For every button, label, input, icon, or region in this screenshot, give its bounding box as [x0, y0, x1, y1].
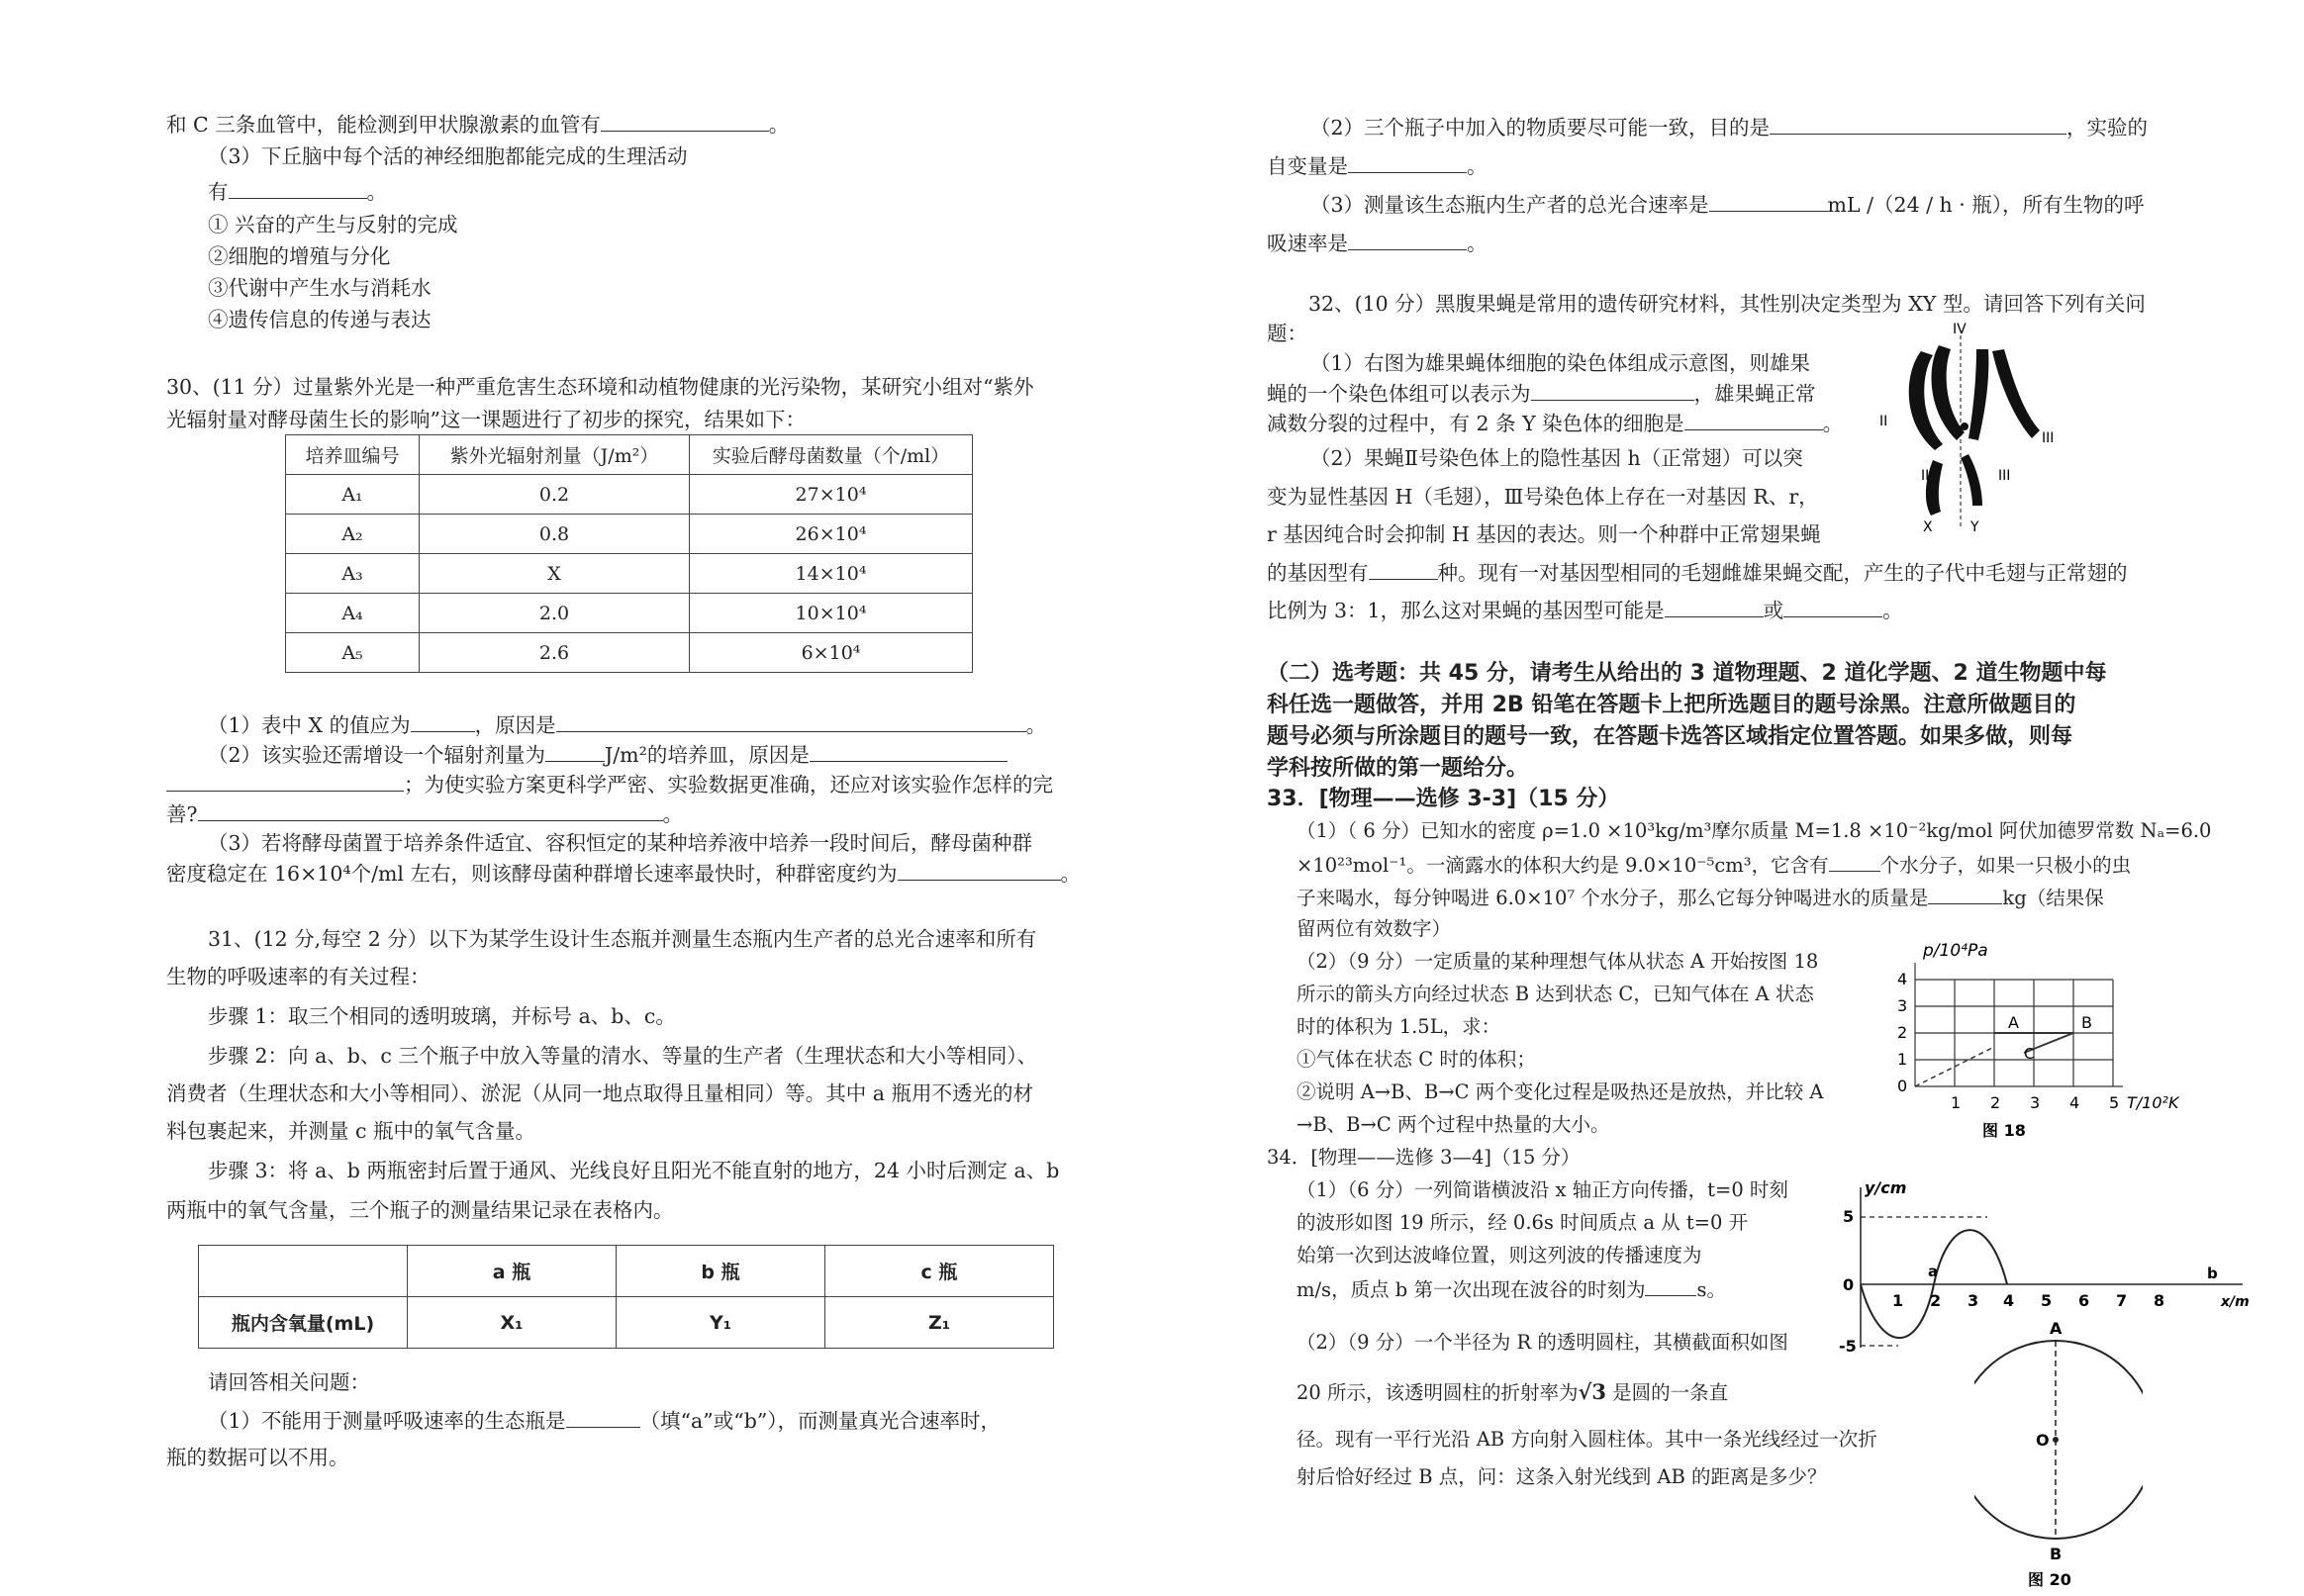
q31-step2a: 步骤 2：向 a、b、c 三个瓶子中放入等量的清水、等量的生产者（生理状态和大小等相同）、 — [208, 1044, 1038, 1068]
answer-blank[interactable] — [1684, 408, 1823, 430]
q32-part2e: 比例为 3：1，那么这对果蝇的基因型可能是 或 。 — [1267, 595, 1903, 625]
table-header — [199, 1246, 408, 1297]
q33-part2b: 所示的箭头方向经过状态 B 达到状态 C，已知气体在 A 状态 — [1296, 983, 1814, 1005]
table-cell: 0.8 — [420, 515, 690, 554]
answer-blank[interactable] — [1348, 150, 1467, 173]
option-1: ① 兴奋的产生与反射的完成 — [208, 213, 458, 236]
table-cell: 6×10⁴ — [690, 633, 973, 673]
y-tick: 4 — [1897, 970, 1908, 988]
table-row — [199, 1297, 1054, 1349]
table-header: 实验后酵母菌数量（个/ml） — [690, 435, 973, 475]
point-a: A — [2008, 1013, 2019, 1032]
x-tick: 3 — [2030, 1093, 2041, 1112]
label-iii: III — [2042, 430, 2055, 446]
table-cell: X₁ — [408, 1297, 617, 1349]
point-c: C — [2024, 1045, 2035, 1063]
chromosome-y — [1961, 454, 1982, 506]
table-cell: 2.0 — [420, 594, 690, 633]
label-iii-2: III — [1998, 468, 2011, 484]
table-cell: Z₁ — [825, 1297, 1054, 1349]
table-cell: A₁ — [286, 475, 420, 515]
answer-blank[interactable] — [1709, 189, 1828, 212]
q31-step3a: 步骤 3：将 a、b 两瓶密封后置于通风、光线良好且阳光不能直射的地方，24 小时后测定 a、b — [208, 1159, 1060, 1182]
answer-blank[interactable] — [545, 739, 605, 762]
q29-part3b: 有 。 — [208, 176, 387, 207]
answer-blank[interactable] — [198, 798, 663, 821]
label-y: Y — [1970, 519, 1979, 534]
q30-part2: （2）该实验还需增设一个辐射剂量为 J/m²的培养皿，原因是 — [208, 739, 1008, 770]
section-2-line1: （二）选考题：共 45 分，请考生从给出的 3 道物理题、2 道化学题、2 道生物题中每 — [1267, 661, 2107, 686]
answer-blank[interactable] — [1348, 228, 1467, 250]
q32-part1c: 减数分裂的过程中，有 2 条 Y 染色体的细胞是 。 — [1267, 408, 1843, 438]
table-cell: A₄ — [286, 594, 420, 633]
x-tick: 1 — [1892, 1291, 1904, 1310]
q34-part1c: 始第一次到达波峰位置，则这列波的传播速度为 — [1296, 1244, 1702, 1267]
x-tick: 4 — [2069, 1093, 2080, 1112]
q33-part2c: 时的体积为 1.5L，求： — [1296, 1015, 1501, 1038]
q33-part2a: （2）（9 分）一定质量的某种理想气体从状态 A 开始按图 18 — [1296, 950, 1819, 973]
point-b-bottom: B — [2050, 1545, 2063, 1563]
option-3: ③代谢中产生水与消耗水 — [208, 276, 432, 300]
q32-part2c: r 基因纯合时会抑制 H 基因的表达。则一个种群中正常翅果蝇 — [1267, 522, 1821, 546]
table-cell: A₃ — [286, 554, 420, 594]
answer-blank[interactable] — [810, 739, 1008, 762]
q34-part1d: m/s，质点 b 第一次出现在波谷的时刻为 s。 — [1296, 1273, 1726, 1305]
label-ii-2: II — [1921, 468, 1930, 484]
q32-part2a: （2）果蝇Ⅱ号染色体上的隐性基因 h（正常翅）可以突 — [1310, 446, 1803, 470]
q29-part3: （3）下丘脑中每个活的神经细胞都能完成的生理活动 — [208, 144, 688, 168]
q32-part1a: （1）右图为雄果蝇体细胞的染色体组成示意图，则雄果 — [1310, 351, 1811, 375]
q33-part2d: ①气体在状态 C 时的体积； — [1296, 1048, 1536, 1071]
q34-part1b: 的波形如图 19 所示，经 0.6s 时间质点 a 从 t=0 开 — [1296, 1211, 1749, 1234]
q29-line1: 和 C 三条血管中，能检测到甲状腺激素的血管有 。 — [166, 109, 789, 140]
x-tick: 8 — [2154, 1291, 2165, 1310]
y-tick: 0 — [1897, 1077, 1908, 1095]
q34-part2b: 20 所示，该透明圆柱的折射率为√3 是圆的一条直 — [1296, 1379, 1729, 1404]
origin-label: 0 — [1843, 1275, 1855, 1294]
oxygen-table — [198, 1245, 1054, 1349]
q31-part2b: 自变量是 。 — [1267, 150, 1488, 181]
answer-blank[interactable] — [898, 858, 1061, 881]
fig18-caption: 图 18 — [1982, 1121, 2026, 1140]
answer-blank[interactable] — [556, 709, 1026, 732]
y-tick: 3 — [1897, 996, 1908, 1015]
q33-part2f: →B、B→C 两个过程中热量的大小。 — [1296, 1113, 1610, 1136]
answer-blank[interactable] — [411, 709, 475, 732]
q30-part2-cont: ；为使实验方案更科学严密、实验数据更准确，还应对该实验作怎样的完 — [166, 769, 1053, 799]
table-header: a 瓶 — [408, 1246, 617, 1297]
fig20-caption: 图 20 — [2028, 1570, 2071, 1589]
point-b-label: b — [2207, 1265, 2218, 1282]
q31-part1b: 瓶的数据可以不用。 — [166, 1446, 349, 1469]
q31-ask: 请回答相关问题： — [208, 1370, 370, 1394]
section-2-line2: 科任选一题做答，并用 2B 铅笔在答题卡上把所选题目的题号涂黑。注意所做题目的 — [1267, 693, 2076, 717]
table-cell: 26×10⁴ — [690, 515, 973, 554]
answer-blank[interactable] — [1531, 378, 1694, 401]
chromosome-iv-a — [1953, 426, 1961, 434]
x-tick: 2 — [1990, 1093, 2001, 1112]
q33-part2e: ②说明 A→B、B→C 两个变化过程是吸热还是放热，并比较 A — [1296, 1080, 1824, 1103]
q33-part1a: （1）（ 6 分）已知水的密度 ρ=1.0 ×10³kg/m³摩尔质量 M=1.8 ×10⁻²kg/mol 阿伏加德罗常数 Nₐ=6.0 — [1296, 819, 2212, 842]
option-4: ④遗传信息的传递与表达 — [208, 308, 432, 331]
x-tick: 5 — [2041, 1291, 2053, 1310]
q32-part2b: 变为显性基因 H（毛翅），Ⅲ号染色体上存在一对基因 R、r， — [1267, 485, 1819, 509]
chromosome-iv-b — [1961, 422, 1968, 430]
q30-part3b: 密度稳定在 16×10⁴个/ml 左右，则该酵母菌种群增长速率最快时，种群密度约为 。 — [166, 858, 1081, 889]
x-tick: 4 — [2003, 1291, 2015, 1310]
y-tick-5: 5 — [1843, 1207, 1855, 1226]
table-cell: 2.6 — [420, 633, 690, 673]
q34-part2d: 射后恰好经过 B 点，问：这条入射光线到 AB 的距离是多少？ — [1296, 1465, 1827, 1488]
y-tick: 2 — [1897, 1023, 1908, 1042]
q30-part3: （3）若将酵母菌置于培养条件适宜、容积恒定的某种培养液中培养一段时间后，酵母菌种群 — [208, 831, 1033, 855]
q30-line2: 光辐射量对酵母菌生长的影响”这一课题进行了初步的探究，结果如下： — [166, 408, 806, 431]
table-row — [286, 594, 973, 633]
chromosome-iii-left — [1968, 349, 1988, 440]
answer-blank[interactable] — [1928, 882, 2002, 904]
figure-18-pt-graph — [1875, 938, 2202, 1144]
q34-title: 34．[物理——选修 3—4]（15 分） — [1267, 1146, 1581, 1169]
q31-step3b: 两瓶中的氧气含量，三个瓶子的测量结果记录在表格内。 — [166, 1198, 674, 1222]
section-2-line3: 题号必须与所涂题目的题号一致，在答题卡选答区域指定位置答题。如果多做，则每 — [1267, 724, 2073, 749]
x-tick: 6 — [2078, 1291, 2090, 1310]
q31-step2b: 消费者（生理状态和大小等相同）、淤泥（从同一地点取得且量相同）等。其中 a 瓶用不透光的材 — [166, 1081, 1034, 1105]
x-tick: 3 — [1968, 1291, 1979, 1310]
point-a-label: a — [1928, 1263, 1939, 1280]
table-header: c 瓶 — [825, 1246, 1054, 1297]
q31-part3b: 吸速率是 。 — [1267, 228, 1488, 258]
q34-part1a: （1）（6 分）一列简谐横波沿 x 轴正方向传播，t=0 时刻 — [1296, 1178, 1788, 1201]
x-tick: 7 — [2116, 1291, 2128, 1310]
y-tick: 1 — [1897, 1050, 1908, 1069]
y-tick-neg5: -5 — [1839, 1337, 1857, 1354]
answer-blank[interactable] — [601, 109, 769, 132]
chromosome-iii-right — [1992, 349, 2040, 438]
table-cell: A₂ — [286, 515, 420, 554]
answer-blank[interactable] — [1369, 557, 1438, 580]
label-ii: II — [1879, 414, 1888, 429]
table-header: 培养皿编号 — [286, 435, 420, 475]
answer-blank[interactable] — [566, 1405, 640, 1428]
answer-blank[interactable] — [1770, 112, 2066, 135]
chromosome-diagram — [1866, 322, 2064, 534]
q31-step2c: 料包裹起来，并测量 c 瓶中的氧气含量。 — [166, 1119, 536, 1143]
label-iv: IV — [1953, 322, 1967, 337]
q30-part1: （1）表中 X 的值应为 ，原因是 。 — [208, 709, 1046, 740]
x-tick: 5 — [2109, 1093, 2120, 1112]
uv-table — [285, 434, 973, 673]
chromosome-ii-right — [1932, 345, 1965, 440]
table-cell: 10×10⁴ — [690, 594, 973, 633]
fig19-xlabel: x/m — [2221, 1294, 2250, 1310]
q32-part2d: 的基因型有 种。现有一对基因型相同的毛翅雌雄果蝇交配，产生的子代中毛翅与正常翅的 — [1267, 557, 2128, 588]
q34-part2c: 径。现有一平行光沿 AB 方向射入圆柱体。其中一条光线经过一次折 — [1296, 1428, 1877, 1451]
fig19-ylabel: y/cm — [1865, 1178, 1907, 1197]
q33-part1d: 留两位有效数字） — [1296, 917, 1452, 940]
answer-blank[interactable] — [166, 769, 404, 792]
q31-line2: 生物的呼吸速率的有关过程： — [166, 965, 431, 988]
sqrt3-symbol: √3 — [1578, 1379, 1606, 1404]
table-cell: Y₁ — [617, 1297, 825, 1349]
row-label: 瓶内含氧量(mL) — [199, 1297, 408, 1349]
q31-part1: （1）不能用于测量呼吸速率的生态瓶是 （填“a”或“b”），而测量真光合速率时， — [208, 1405, 1001, 1436]
q33-part1b: ×10²³mol⁻¹。一滴露水的体积大约是 9.0×10⁻⁵cm³，它含有 个水分子，如果一只极小的虫 — [1296, 849, 2131, 881]
figure-20-circle — [1974, 1316, 2143, 1593]
table-cell: 14×10⁴ — [690, 554, 973, 594]
answer-blank[interactable] — [1665, 595, 1764, 617]
q31-step1: 步骤 1：取三个相同的透明玻璃，并标号 a、b、c。 — [208, 1004, 676, 1028]
answer-blank[interactable] — [1829, 849, 1880, 872]
fig18-xlabel: T/10²K — [2127, 1093, 2179, 1112]
table-cell: X — [420, 554, 690, 594]
table-header: b 瓶 — [617, 1246, 825, 1297]
q34-part2a: （2）（9 分）一个半径为 R 的透明圆柱，其横截面积如图 — [1296, 1331, 1788, 1354]
point-o: O — [2036, 1431, 2050, 1450]
table-cell: A₅ — [286, 633, 420, 673]
table-row — [286, 515, 973, 554]
x-tick: 2 — [1930, 1291, 1942, 1310]
q31-part3: （3）测量该生态瓶内生产者的总光合速率是 mL /（24 / h · 瓶），所有生物的呼 — [1310, 189, 2145, 220]
q32-line1: 32、(10 分）黑腹果蝇是常用的遗传研究材料，其性别决定类型为 XY 型。请回答下列有关问 — [1308, 292, 2146, 316]
table-row — [286, 554, 973, 594]
answer-blank[interactable] — [1645, 1273, 1696, 1296]
table-cell: 27×10⁴ — [690, 475, 973, 515]
q30-line1: 30、(11 分）过量紫外光是一种严重危害生态环境和动植物健康的光污染物，某研究小组对“紫外 — [166, 375, 1034, 399]
answer-blank[interactable] — [1783, 595, 1882, 617]
point-b: B — [2081, 1013, 2092, 1032]
option-2: ②细胞的增殖与分化 — [208, 244, 391, 268]
q31-part2: （2）三个瓶子中加入的物质要尽可能一致，目的是 ，实验的 — [1310, 112, 2148, 142]
point-a-top: A — [2050, 1319, 2063, 1338]
table-row — [286, 475, 973, 515]
table-cell: 0.2 — [420, 475, 690, 515]
section-2-line4: 学科按所做的第一题给分。 — [1267, 756, 1529, 781]
label-x: X — [1923, 519, 1933, 534]
answer-blank[interactable] — [229, 176, 367, 199]
q33-part1c: 子来喝水，每分钟喝进 6.0×10⁷ 个水分子，那么它每分钟喝进水的质量是 kg（结果保 — [1296, 882, 2104, 913]
q31-line1: 31、(12 分,每空 2 分）以下为某学生设计生态瓶并测量生态瓶内生产者的总光合速率和所有 — [208, 927, 1037, 951]
fig18-ylabel: p/10⁴Pa — [1923, 941, 1988, 961]
x-tick: 1 — [1951, 1093, 1962, 1112]
q32-part1b: 蝇的一个染色体组可以表示为 ，雄果蝇正常 — [1267, 378, 1816, 409]
table-header: 紫外光辐射剂量（J/m²） — [420, 435, 690, 475]
q33-title: 33．[物理——选修 3-3]（15 分） — [1267, 787, 1620, 811]
q32-line2: 题： — [1267, 322, 1307, 345]
q30-part2-end: 善? 。 — [166, 798, 683, 829]
table-row — [286, 633, 973, 673]
